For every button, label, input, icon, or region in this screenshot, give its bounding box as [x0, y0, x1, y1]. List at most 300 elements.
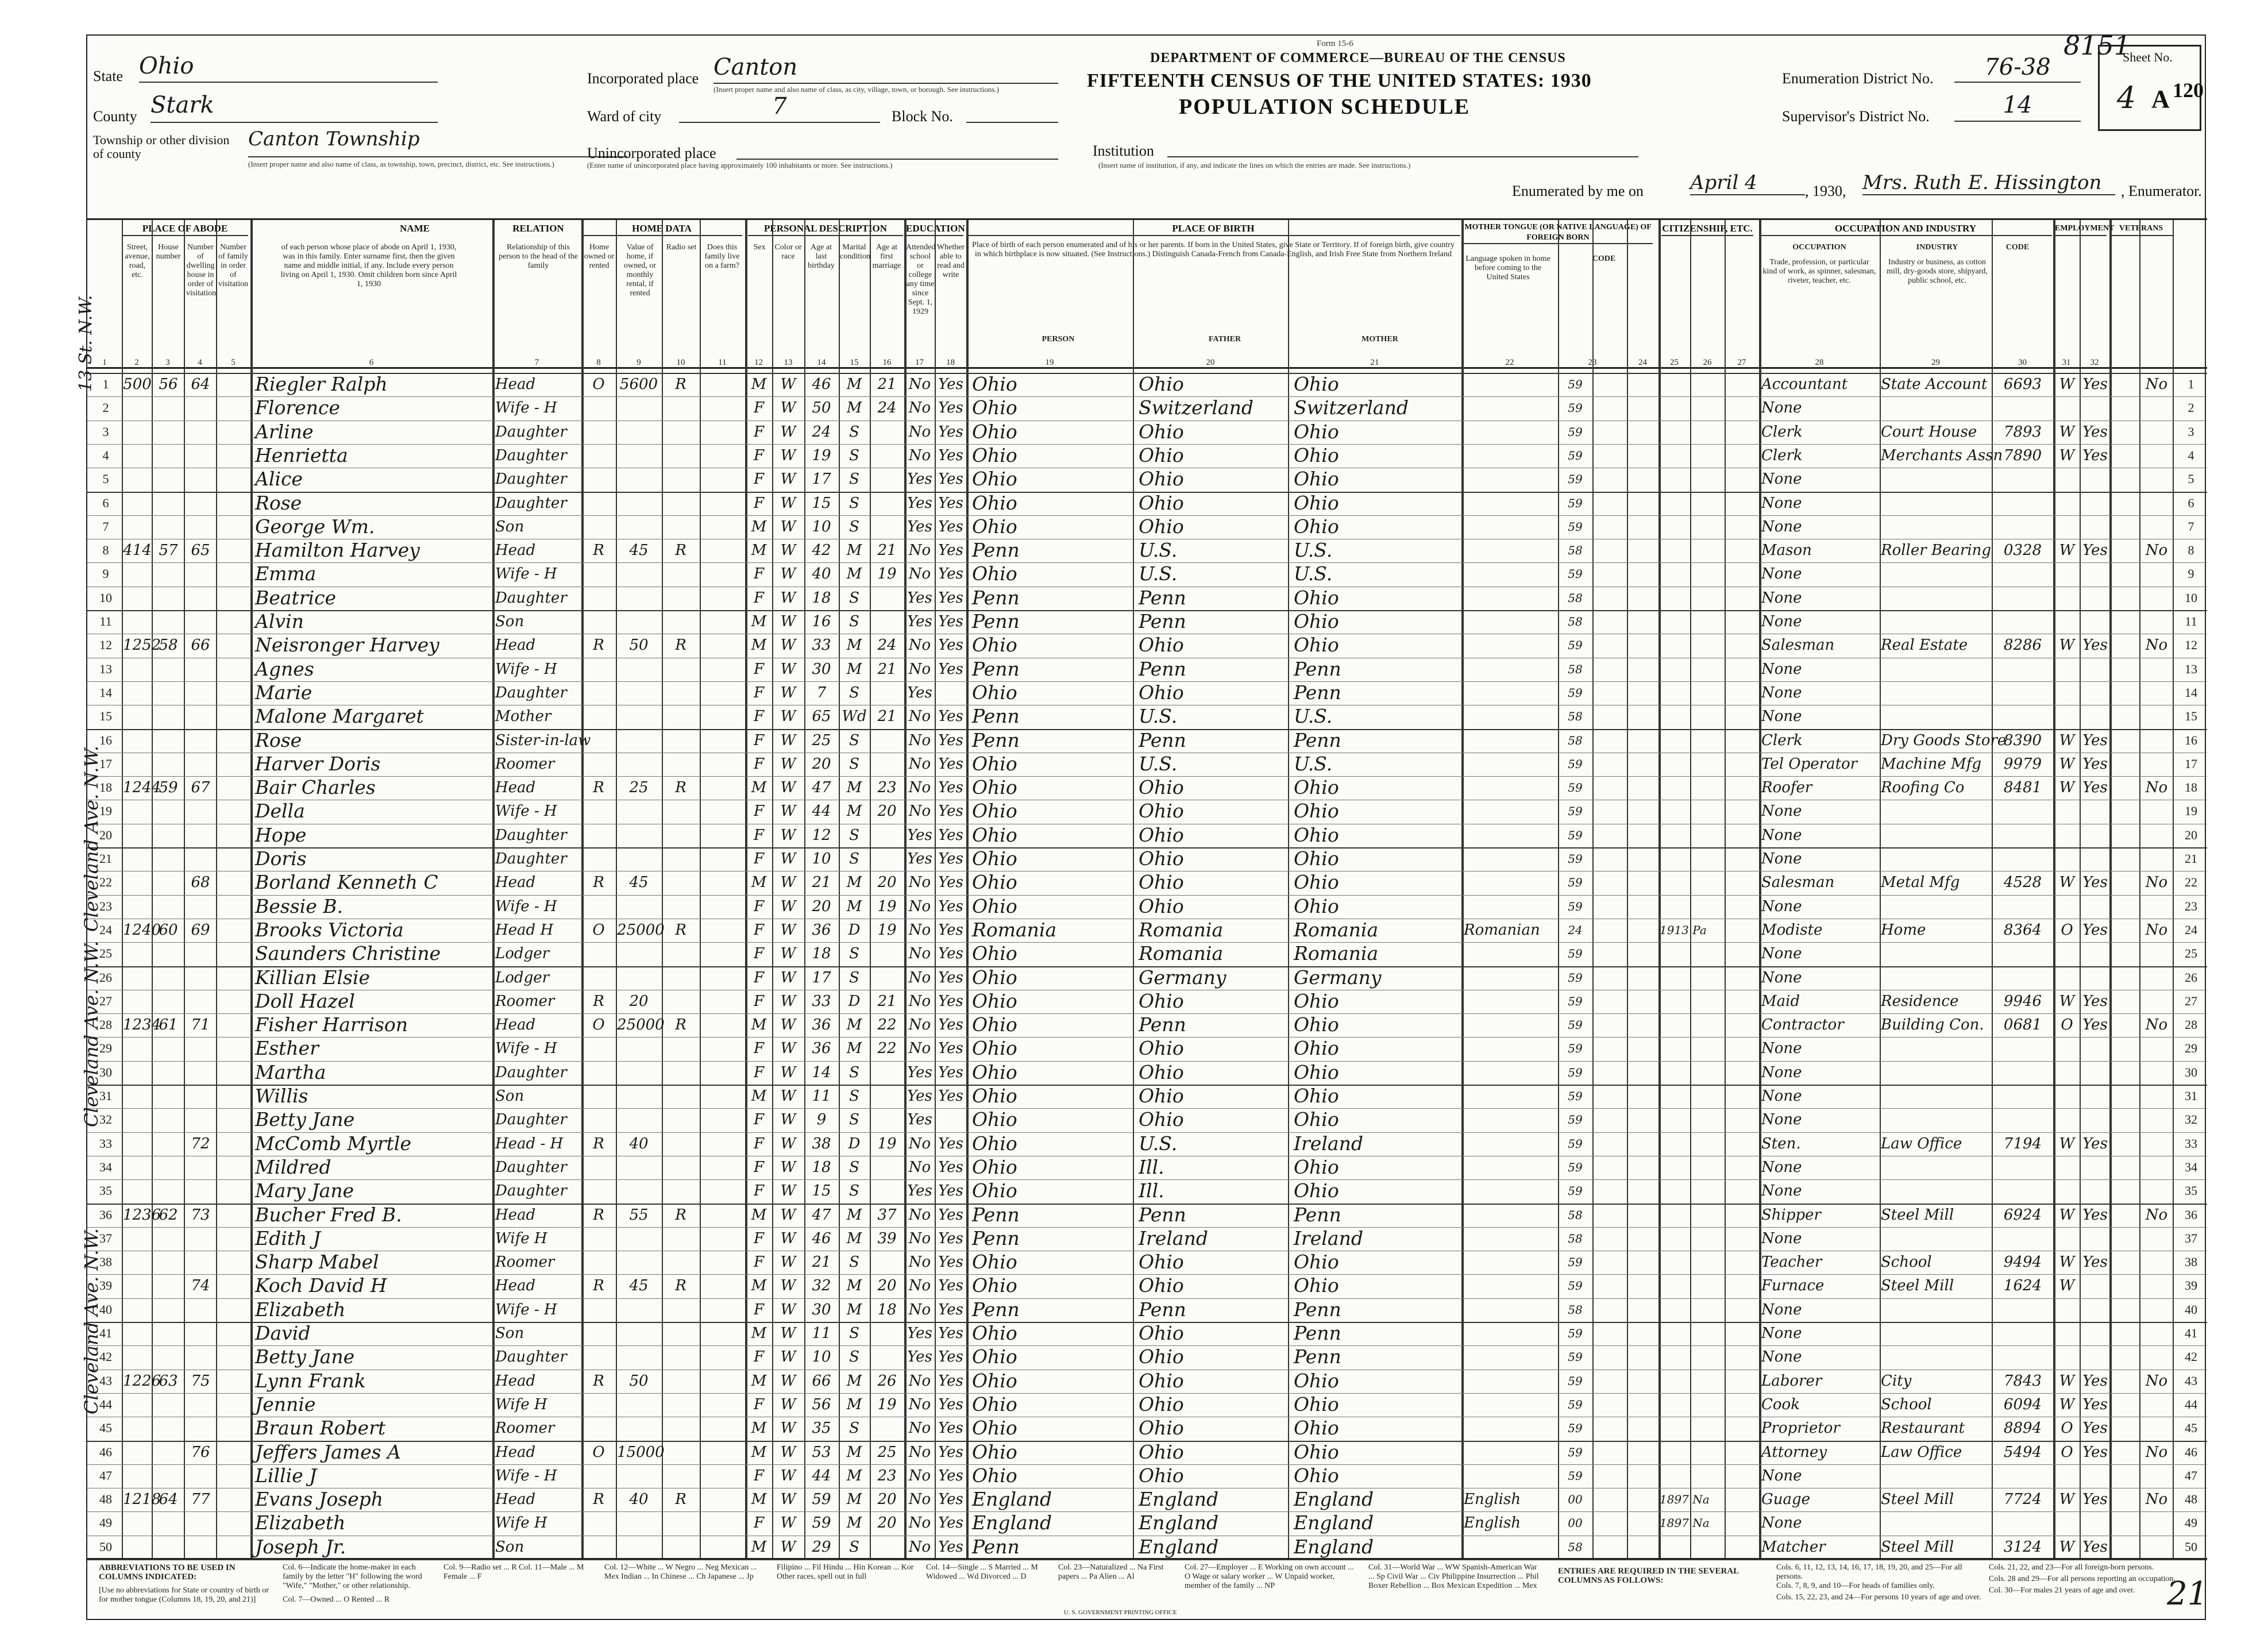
cell-father: Ohio — [1139, 1440, 1184, 1463]
cell-house — [123, 728, 152, 753]
cell-read: Yes — [938, 1467, 963, 1484]
cell-value — [617, 491, 661, 516]
cell-radio: R — [675, 542, 686, 560]
cell-agem — [871, 1344, 903, 1370]
cell-value — [617, 894, 661, 919]
cell-cit — [1660, 1249, 1723, 1275]
cell-dwelling — [153, 1036, 184, 1061]
cell-code: 59 — [1568, 828, 1583, 842]
cell-agem — [871, 1178, 903, 1204]
cell-vet — [2140, 466, 2173, 492]
cell-school: Yes — [907, 684, 932, 701]
cell-father: Ill. — [1139, 1179, 1164, 1202]
cell-family — [185, 1249, 216, 1275]
column-number: 12 — [754, 358, 763, 367]
cell-radio — [663, 1392, 699, 1417]
cell-value — [617, 799, 661, 824]
colhead-occupation-desc: Trade, profession, or particular kind of work, as spinner, salesman, riveter, teacher, etc. — [1762, 258, 1876, 285]
cell-school: Yes — [907, 1348, 932, 1366]
cell-tongue — [1464, 1463, 1556, 1488]
cell-sex: F — [753, 1395, 765, 1413]
entries-5: Cols. 28 and 29—For all persons reporting an occupation. — [1989, 1575, 2176, 1583]
column-number: 15 — [850, 358, 859, 367]
cell-school: No — [908, 731, 931, 749]
cell-cit — [1660, 1273, 1723, 1298]
group-place-of-abode: PLACE OF ABODE — [122, 222, 248, 236]
cell-radio — [663, 609, 699, 634]
cell-dwelling — [153, 1178, 184, 1204]
cell-relation: Wife - H — [495, 897, 557, 915]
cell-code: 58 — [1568, 1540, 1583, 1554]
cell-read: Yes — [938, 1206, 963, 1224]
cell-school: No — [908, 1206, 931, 1224]
cell-sex: M — [751, 1277, 767, 1295]
line-number: 16 — [99, 732, 112, 747]
cell-age: 50 — [812, 399, 831, 417]
cell-relation: Head — [495, 1277, 536, 1295]
cell-birth: Ohio — [972, 800, 1017, 823]
cell-mother: England — [1294, 1511, 1374, 1534]
line-number: 47 — [99, 1468, 112, 1483]
cell-family: 64 — [191, 376, 210, 393]
cell-industry: Law Office — [1881, 1443, 1962, 1461]
line-number: 11 — [99, 614, 112, 628]
cell-father: U.S. — [1139, 539, 1178, 562]
cell-industry: Dry Goods Store — [1881, 731, 2007, 749]
cell-radio — [663, 1107, 699, 1132]
cell-marital: S — [849, 1325, 859, 1342]
cell-birth: Ohio — [972, 776, 1017, 799]
cell-class — [2054, 941, 2080, 966]
cell-relation: Wife - H — [495, 803, 557, 820]
cell-mother: Ohio — [1294, 823, 1339, 846]
cell-marital: S — [849, 1111, 859, 1129]
cell-father: Penn — [1139, 1298, 1186, 1321]
cell-code: 59 — [1568, 472, 1583, 487]
cell-tongue — [1464, 728, 1556, 753]
line-number: 29 — [99, 1041, 112, 1056]
cell-name: Jeffers James A — [255, 1440, 401, 1463]
cell-owned — [583, 1534, 615, 1560]
line-number: 20 — [99, 827, 112, 842]
cell-vet — [2140, 894, 2173, 919]
cell-owned — [583, 751, 615, 777]
cell-value: 40 — [629, 1491, 649, 1509]
cell-marital: S — [849, 1182, 859, 1200]
cell-dwelling: 60 — [159, 921, 178, 939]
cell-house — [123, 609, 152, 634]
cell-value — [617, 1321, 661, 1346]
cell-code: 59 — [1568, 1445, 1583, 1459]
column-number: 20 — [1206, 358, 1215, 367]
cell-birth: Ohio — [972, 1108, 1017, 1131]
cell-mother: Ohio — [1294, 1013, 1339, 1036]
cell-value — [617, 1178, 661, 1204]
cell-work: Yes — [2082, 637, 2108, 654]
cell-dwelling — [153, 1510, 184, 1536]
cell-age: 19 — [812, 446, 831, 464]
cell-owned — [583, 823, 615, 848]
cell-relation: Roomer — [495, 1420, 555, 1437]
cell-class — [2054, 1178, 2080, 1204]
cell-read: Yes — [938, 1443, 963, 1461]
cell-value — [617, 1463, 661, 1488]
cell-read: Yes — [938, 376, 963, 393]
cell-dwelling — [153, 561, 184, 587]
cell-work: Yes — [2082, 1443, 2108, 1461]
cell-birth: Ohio — [972, 1345, 1017, 1368]
cell-ocode: 8390 — [2003, 731, 2042, 749]
cell-value — [617, 1344, 661, 1370]
cell-father: Ohio — [1139, 420, 1184, 443]
cell-father: Ohio — [1139, 1464, 1184, 1487]
cell-marital: M — [846, 897, 862, 915]
cell-read: Yes — [938, 470, 963, 488]
cell-work — [2081, 585, 2109, 611]
line-number-right: 8 — [2188, 543, 2194, 558]
cell-read: Yes — [938, 1182, 963, 1200]
cell-vet — [2140, 1344, 2173, 1370]
cell-owned — [583, 1297, 615, 1322]
cell-marital: M — [846, 1467, 862, 1484]
cell-father: Penn — [1139, 610, 1186, 632]
cell-mother: Penn — [1294, 681, 1341, 704]
cell-class: W — [2059, 1491, 2075, 1509]
cell-age: 10 — [812, 850, 831, 867]
column-number: 17 — [915, 358, 924, 367]
cell-cit — [1660, 823, 1723, 848]
cell-race: W — [780, 494, 796, 512]
cell-school: No — [908, 637, 931, 654]
cell-cit — [1660, 372, 1723, 397]
cell-occupation: Sten. — [1761, 1135, 1801, 1152]
cell-family — [185, 657, 216, 682]
cell-cit — [1660, 491, 1723, 516]
cell-marital: M — [846, 660, 862, 678]
cell-ocode — [1993, 823, 2053, 848]
cell-dwelling — [153, 1249, 184, 1275]
cell-vet — [2140, 514, 2173, 539]
cell-occupation: Accountant — [1761, 376, 1848, 393]
cell-vet: No — [2145, 376, 2168, 393]
line-number-right: 49 — [2185, 1515, 2197, 1530]
cell-family — [185, 799, 216, 824]
line-number: 27 — [99, 993, 112, 1008]
cell-owned — [583, 1463, 615, 1488]
cell-name: Malone Margaret — [255, 705, 424, 728]
cell-sex: M — [751, 1538, 767, 1556]
census-table — [87, 218, 2207, 1560]
cell-house — [123, 585, 152, 611]
cell-occupation: Clerk — [1761, 731, 1803, 749]
cell-industry — [1881, 1107, 1991, 1132]
cell-cit — [1660, 728, 1723, 753]
cell-family — [185, 514, 216, 539]
cell-marital: S — [849, 1063, 859, 1081]
cell-read: Yes — [938, 1040, 963, 1058]
cell-tongue — [1464, 1060, 1556, 1085]
cell-occupation: None — [1761, 470, 1802, 488]
colhead-mother: MOTHER — [1361, 335, 1398, 344]
cell-family: 75 — [191, 1372, 210, 1390]
cell-tongue — [1464, 443, 1556, 468]
cell-occupation: None — [1761, 1514, 1802, 1532]
cell-work — [2081, 561, 2109, 587]
cell-code: 59 — [1568, 970, 1583, 985]
cell-race: W — [780, 1325, 796, 1342]
cell-vet — [2140, 989, 2173, 1014]
cell-occupation: None — [1761, 660, 1802, 678]
cell-code: 59 — [1568, 1326, 1583, 1340]
cell-birth: Ohio — [972, 966, 1017, 989]
census-title: FIFTEENTH CENSUS OF THE UNITED STATES: 1930 — [1087, 70, 1592, 91]
cell-marital: M — [846, 1229, 862, 1247]
cell-tongue — [1464, 1155, 1556, 1180]
cell-cit — [1660, 1131, 1723, 1156]
cell-house: 500 — [123, 376, 152, 393]
cell-dwelling — [153, 657, 184, 682]
cell-birth: Penn — [972, 1535, 1020, 1558]
cell-mother: Ohio — [1294, 1179, 1339, 1202]
cell-father: Ohio — [1139, 1369, 1184, 1392]
cell-sex: M — [751, 874, 767, 892]
cell-read: Yes — [938, 1301, 963, 1318]
cell-family — [185, 680, 216, 705]
cell-work: Yes — [2082, 376, 2108, 393]
cell-marital: S — [849, 1087, 859, 1105]
cell-marital: M — [846, 1206, 862, 1224]
cell-owned — [583, 1510, 615, 1536]
cell-read: Yes — [938, 1395, 963, 1413]
cell-agem — [871, 1416, 903, 1441]
cell-relation: Lodger — [495, 969, 550, 986]
cell-marital: S — [849, 850, 859, 867]
cell-age: 40 — [812, 565, 831, 583]
cell-father: Penn — [1139, 728, 1186, 751]
institution-label: Institution — [1093, 142, 1154, 159]
cell-father: Romania — [1139, 918, 1224, 941]
colhead-relation: Relationship of this person to the head of the family — [498, 243, 578, 270]
cell-radio — [663, 1226, 699, 1251]
cell-tongue — [1464, 989, 1556, 1014]
cell-father: Ohio — [1139, 1274, 1184, 1297]
cell-ocode — [1993, 1083, 2053, 1109]
cell-dwelling — [153, 491, 184, 516]
cell-owned — [583, 514, 615, 539]
cell-industry — [1881, 1178, 1991, 1204]
cell-industry — [1881, 846, 1991, 871]
cell-relation: Head — [495, 874, 536, 892]
cell-name: Borland Kenneth C — [255, 871, 438, 894]
colhead-person: PERSON — [1042, 335, 1075, 344]
line-number-right: 44 — [2185, 1397, 2197, 1411]
cell-dwelling — [153, 419, 184, 445]
cell-work — [2081, 1510, 2109, 1536]
cell-tongue — [1464, 1178, 1556, 1204]
cell-value — [617, 704, 661, 729]
department-title: DEPARTMENT OF COMMERCE—BUREAU OF THE CENSUS — [1150, 51, 1566, 65]
cell-race: W — [780, 589, 796, 607]
cell-father: Ohio — [1139, 681, 1184, 704]
cell-owned: O — [592, 1443, 605, 1461]
cell-race: W — [780, 1206, 796, 1224]
cell-read: Yes — [938, 1016, 963, 1034]
cell-class: W — [2059, 376, 2075, 393]
line-number: 35 — [99, 1183, 112, 1198]
cell-value — [617, 1083, 661, 1109]
cell-family — [185, 1463, 216, 1488]
cell-marital: M — [846, 637, 862, 654]
cell-family — [185, 894, 216, 919]
cell-dwelling — [153, 846, 184, 871]
cell-tongue — [1464, 1344, 1556, 1370]
cell-read: Yes — [938, 1348, 963, 1366]
cell-code: 59 — [1568, 757, 1583, 771]
cell-work: Yes — [2082, 542, 2108, 560]
cell-vet — [2140, 1463, 2173, 1488]
line-number-right: 48 — [2185, 1492, 2197, 1507]
cell-owned: R — [593, 1206, 604, 1224]
cell-agem: 20 — [877, 1491, 897, 1509]
cell-cit — [1660, 1463, 1723, 1488]
cell-cit — [1660, 989, 1723, 1014]
cell-read: Yes — [938, 803, 963, 820]
cell-value — [617, 1060, 661, 1085]
cell-read: Yes — [938, 1372, 963, 1390]
cell-industry — [1881, 1036, 1991, 1061]
cell-house — [123, 1344, 152, 1370]
cell-class — [2054, 1036, 2080, 1061]
cell-family — [185, 1510, 216, 1536]
cell-family — [185, 1416, 216, 1441]
cell-tongue — [1464, 561, 1556, 587]
line-number-right: 3 — [2188, 424, 2194, 439]
cell-ocode — [1993, 561, 2053, 587]
cell-class — [2054, 1344, 2080, 1370]
cell-class — [2054, 1155, 2080, 1180]
cell-family — [185, 1344, 216, 1370]
cell-industry: Roofing Co — [1881, 779, 1965, 797]
cell-name: Marie — [255, 681, 313, 704]
cell-vet — [2140, 1083, 2173, 1109]
cell-occupation: Matcher — [1761, 1538, 1826, 1556]
cell-age: 36 — [812, 1040, 831, 1058]
margin-note-4: Cleveland Ave. N.W. — [80, 1228, 102, 1414]
cell-read: Yes — [938, 1158, 963, 1176]
sheet-label: Sheet No. — [2123, 50, 2173, 64]
cell-read — [936, 680, 966, 705]
cell-industry: Machine Mfg — [1881, 755, 1982, 773]
cell-value: 25 — [629, 779, 649, 797]
cell-marital: M — [846, 874, 862, 892]
cell-agem — [871, 1060, 903, 1085]
cell-family: 74 — [191, 1277, 210, 1295]
cell-family: 66 — [191, 637, 210, 654]
cell-family — [185, 1297, 216, 1322]
cell-vet — [2140, 1534, 2173, 1560]
institution-line — [1167, 132, 1638, 157]
cell-owned: R — [593, 779, 604, 797]
line-number-right: 47 — [2185, 1468, 2197, 1483]
cell-race: W — [780, 1348, 796, 1366]
cell-cit — [1660, 466, 1723, 492]
cell-vet — [2140, 1155, 2173, 1180]
line-number: 2 — [102, 400, 109, 415]
cell-radio — [663, 1368, 699, 1394]
cell-age: 38 — [812, 1135, 831, 1152]
column-number: 13 — [784, 358, 793, 367]
cell-tongue — [1464, 538, 1556, 563]
line-number-right: 35 — [2185, 1183, 2197, 1198]
cell-industry: Law Office — [1881, 1135, 1962, 1152]
cell-relation: Head — [495, 1491, 536, 1509]
cell-school: No — [908, 945, 931, 963]
cell-radio — [663, 965, 699, 990]
cell-value: 50 — [629, 1372, 649, 1390]
cell-radio — [663, 491, 699, 516]
cell-ocode: 6094 — [2003, 1395, 2042, 1413]
cell-mother: England — [1294, 1535, 1374, 1558]
cell-class: W — [2059, 1135, 2075, 1152]
cell-dwelling — [153, 751, 184, 777]
cell-class — [2054, 609, 2080, 634]
cell-race: W — [780, 708, 796, 726]
cell-birth: Ohio — [972, 1393, 1017, 1416]
cell-mother: Ireland — [1294, 1227, 1363, 1249]
cell-owned — [583, 1344, 615, 1370]
cell-class: O — [2061, 1443, 2073, 1461]
cell-age: 21 — [812, 1254, 831, 1271]
cell-class: W — [2059, 1206, 2075, 1224]
cell-occupation: Clerk — [1761, 446, 1803, 464]
cell-father: Ohio — [1139, 1251, 1184, 1274]
cell-school: No — [908, 1538, 931, 1556]
cell-industry: School — [1881, 1254, 1932, 1271]
cell-agem — [871, 1534, 903, 1560]
cell-work: Yes — [2082, 1254, 2108, 1271]
cell-father: Penn — [1139, 586, 1186, 609]
cell-work — [2081, 941, 2109, 966]
township-value: Canton Township — [248, 128, 627, 157]
cell-agem — [871, 1083, 903, 1109]
cell-cit — [1660, 419, 1723, 445]
cell-relation: Daughter — [495, 1348, 567, 1366]
cell-relation: Daughter — [495, 1182, 567, 1200]
column-number: 30 — [2018, 358, 2027, 367]
cell-mother: Ohio — [1294, 1251, 1339, 1274]
cell-read: Yes — [938, 969, 963, 986]
cell-tongue — [1464, 941, 1556, 966]
cell-class — [2054, 1060, 2080, 1085]
cell-radio — [663, 1416, 699, 1441]
cell-radio: R — [675, 779, 686, 797]
cell-radio — [663, 941, 699, 966]
cell-owned: R — [593, 874, 604, 892]
cell-father: Ohio — [1139, 871, 1184, 894]
cell-tongue — [1464, 1440, 1556, 1465]
cell-vet — [2140, 846, 2173, 871]
cell-cit — [1660, 1202, 1723, 1228]
cell-class: W — [2059, 446, 2075, 464]
line-number-right: 14 — [2185, 685, 2197, 700]
census-sheet — [76, 30, 2208, 1620]
cell-mother: Penn — [1294, 728, 1341, 751]
cell-school: No — [908, 755, 931, 773]
cell-ocode — [1993, 466, 2053, 492]
cell-race: W — [780, 1277, 796, 1295]
column-number: 5 — [231, 358, 236, 367]
cell-work — [2081, 1036, 2109, 1061]
